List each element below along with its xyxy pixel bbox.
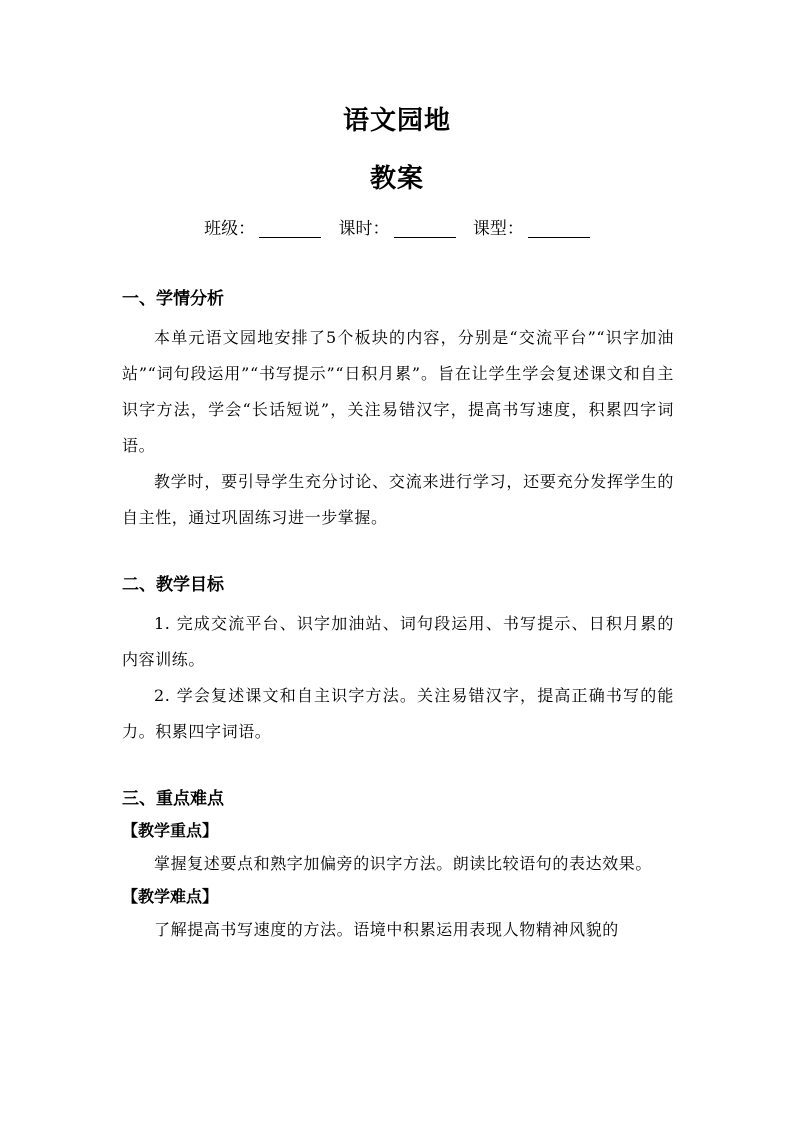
type-blank[interactable] — [528, 236, 590, 238]
period-label: 课时： — [338, 219, 390, 239]
difficulty-label: 【教学难点】 — [122, 887, 219, 906]
class-field — [204, 214, 321, 239]
type-field — [473, 214, 590, 239]
document-title: 语文园地 — [342, 106, 451, 136]
analysis-paragraph: 教学时，要引导学生充分讨论、交流来进行学习，还要充分发挥学生的自主性，通过巩固练习进一步掌握。 — [122, 472, 674, 527]
period-blank[interactable] — [394, 236, 456, 238]
difficulty-text: 了解提高书写速度的方法。语境中积累运用表现人物精神风貌的 — [154, 920, 619, 939]
objective-item: 1. 完成交流平台、识字加油站、词句段运用、书写提示、日积月累的内容训练。 — [122, 614, 674, 669]
analysis-paragraph: 本单元语文园地安排了5个板块的内容，分别是“交流平台”“识字加油站”“词句段运用”“书写提示”“日积月累”。旨在让学生学会复述课文和自主识字方法，学会“长话短说”，关注易错汉字，提高书写速度，积累四字词语。 — [122, 328, 674, 455]
section-heading-key-points: 三、重点难点 — [122, 789, 224, 809]
focus-label: 【教学重点】 — [122, 821, 219, 840]
class-blank[interactable] — [259, 236, 321, 238]
document-body — [122, 286, 674, 948]
section-heading-analysis: 一、学情分析 — [122, 289, 224, 309]
objective-item: 2. 学会复述课文和自主识字方法。关注易错汉字，提高正确书写的能力。积累四字词语。 — [122, 686, 674, 741]
class-label: 班级： — [204, 219, 256, 239]
document-subtitle: 教案 — [369, 164, 424, 194]
class-info-line — [0, 214, 794, 239]
section-heading-objectives: 二、教学目标 — [122, 575, 224, 595]
type-label: 课型： — [472, 219, 524, 239]
period-field — [339, 214, 456, 239]
focus-text: 掌握复述要点和熟字加偏旁的识字方法。朗读比较语句的表达效果。 — [154, 854, 653, 873]
